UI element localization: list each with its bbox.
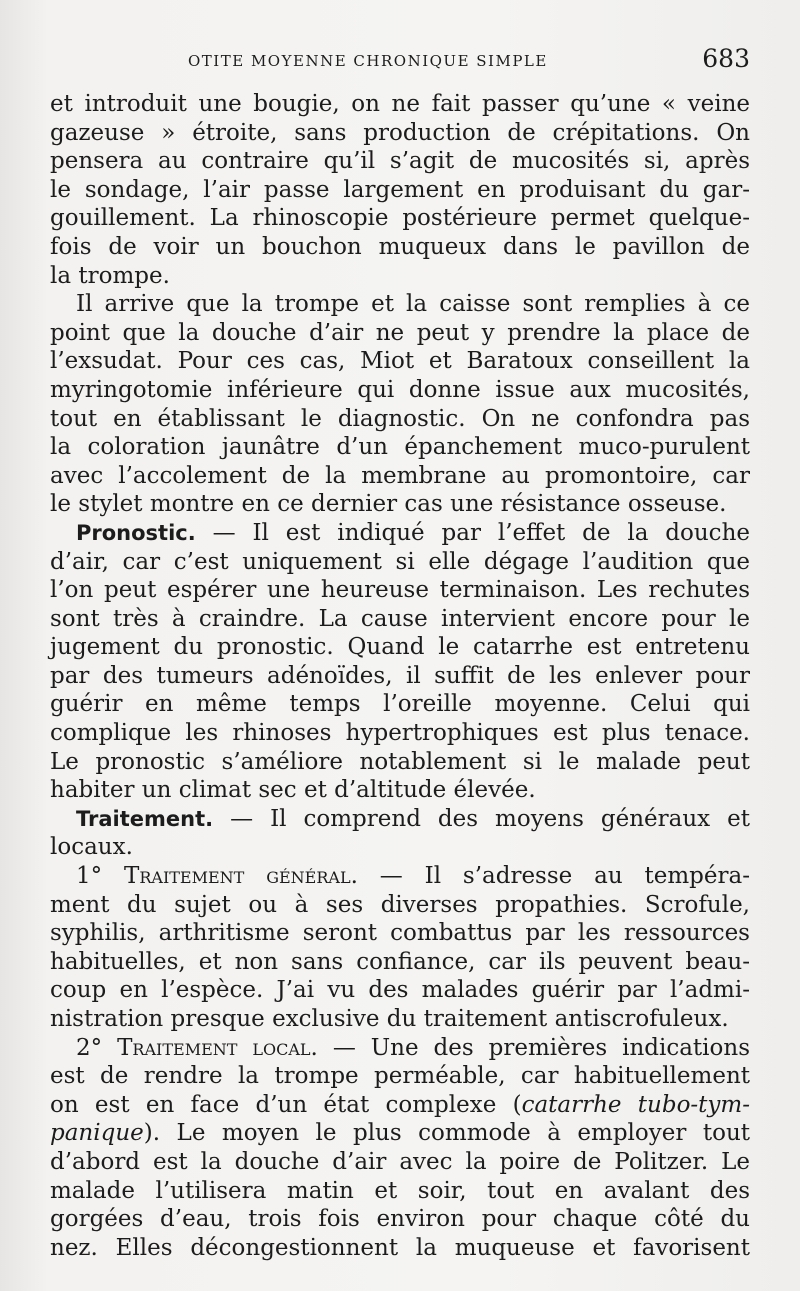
- pronostic-first-line: [50, 519, 750, 548]
- text-line: complique les rhinoses hypertrophiques est plus tenace.: [50, 720, 750, 747]
- text-line: point que la douche d’air ne peut y prendre la place de: [50, 319, 750, 346]
- local-first-line: [50, 1034, 750, 1063]
- text-line: myringotomie inférieure qui donne issue aux mucosités,: [50, 376, 750, 403]
- text-line: sont très à craindre. La cause intervient encore pour le: [50, 605, 750, 632]
- text-segment: on est en face d’un état complexe (: [50, 1091, 522, 1118]
- text-line: la coloration jaunâtre d’un épanchement muco-purulent: [50, 434, 750, 461]
- subsection-number: 2°: [76, 1034, 103, 1061]
- subsection-heading-local: Traitement local.: [117, 1034, 318, 1061]
- text-line: par des tumeurs adénoïdes, il suffit de les enlever pour: [50, 662, 750, 689]
- section-heading-traitement: Traitement.: [76, 806, 214, 831]
- text-line: [50, 1091, 750, 1120]
- text-line: d’air, car c’est uniquement si elle dégage l’audition que: [50, 548, 750, 575]
- text-line: coup en l’espèce. J’ai vu des malades guérir par l’admi-: [50, 977, 750, 1004]
- running-head: [50, 44, 750, 84]
- text-line: et introduit une bougie, on ne fait passer qu’une « veine: [50, 91, 750, 117]
- text-line: gouillement. La rhinoscopie postérieure permet quelque-: [50, 205, 750, 232]
- text-line: guérir en même temps l’oreille moyenne. Celui qui: [50, 691, 750, 718]
- text-line: avec l’accolement de la membrane au promontoire, car: [50, 462, 750, 489]
- traitement-first-line: [50, 805, 750, 834]
- text-segment: — Il comprend des moyens généraux et: [213, 805, 750, 832]
- text-segment: ). Le moyen le plus commode à employer tout: [143, 1120, 750, 1147]
- body-text: [50, 90, 750, 1262]
- text-line: le sondage, l’air passe largement en produisant du gar-: [50, 176, 750, 203]
- text-line: nistration presque exclusive du traitement antiscrofuleux.: [50, 1006, 729, 1032]
- text-line: la trompe.: [50, 262, 170, 289]
- text-line: [50, 1119, 750, 1148]
- text-line: pensera au contraire qu’il s’agit de mucosités si, après: [50, 148, 750, 175]
- text-line: ment du sujet ou à ses diverses propathies. Scrofule,: [50, 891, 750, 918]
- subsection-number: 1°: [76, 863, 103, 890]
- text-segment: — Il est indiqué par l’effet de la douche: [195, 519, 750, 546]
- text-line: gazeuse » étroite, sans production de crépitations. On: [50, 119, 750, 146]
- text-line: jugement du pronostic. Quand le catarrhe est entretenu: [50, 634, 750, 661]
- text-line: gorgées d’eau, trois fois environ pour chaque côté du: [50, 1206, 750, 1233]
- text-line: habiter un climat sec et d’altitude élevée.: [50, 777, 536, 804]
- italic-term: catarrhe tubo-tym-: [521, 1091, 751, 1118]
- text-line: malade l’utilisera matin et soir, tout en avalant des: [50, 1177, 750, 1204]
- page-number: 683: [702, 44, 750, 73]
- text-line: locaux.: [50, 834, 133, 861]
- text-line: syphilis, arthritisme seront combattus par les ressources: [50, 920, 750, 947]
- subsection-heading-general: Traitement général.: [124, 863, 358, 890]
- text-line: l’exsudat. Pour ces cas, Miot et Baratoux conseillent la: [50, 348, 750, 375]
- section-heading-pronostic: Pronostic.: [76, 520, 196, 545]
- text-line: nez. Elles décongestionnent la muqueuse et favorisent: [50, 1234, 750, 1261]
- text-segment: — Il s’adresse au tempéra-: [357, 863, 750, 890]
- text-line: Il arrive que la trompe et la caisse sont remplies à ce: [76, 291, 750, 318]
- italic-term: panique: [50, 1120, 144, 1147]
- text-line: fois de voir un bouchon muqueux dans le pavillon de: [50, 233, 750, 260]
- text-line: est de rendre la trompe perméable, car habituellement: [50, 1063, 750, 1090]
- text-segment: — Une des premières indications: [317, 1034, 750, 1061]
- text-line: habituelles, et non sans confiance, car ils peuvent beau-: [50, 948, 750, 975]
- running-title: OTITE MOYENNE CHRONIQUE SIMPLE: [188, 52, 548, 70]
- text-line: le stylet montre en ce dernier cas une résistance osseuse.: [50, 491, 727, 518]
- general-first-line: [50, 862, 750, 891]
- text-line: d’abord est la douche d’air avec la poire de Politzer. Le: [50, 1148, 750, 1175]
- text-line: Le pronostic s’améliore notablement si le malade peut: [50, 748, 750, 775]
- text-line: l’on peut espérer une heureuse terminaison. Les rechutes: [50, 577, 750, 604]
- text-line: tout en établissant le diagnostic. On ne confondra pas: [50, 405, 750, 432]
